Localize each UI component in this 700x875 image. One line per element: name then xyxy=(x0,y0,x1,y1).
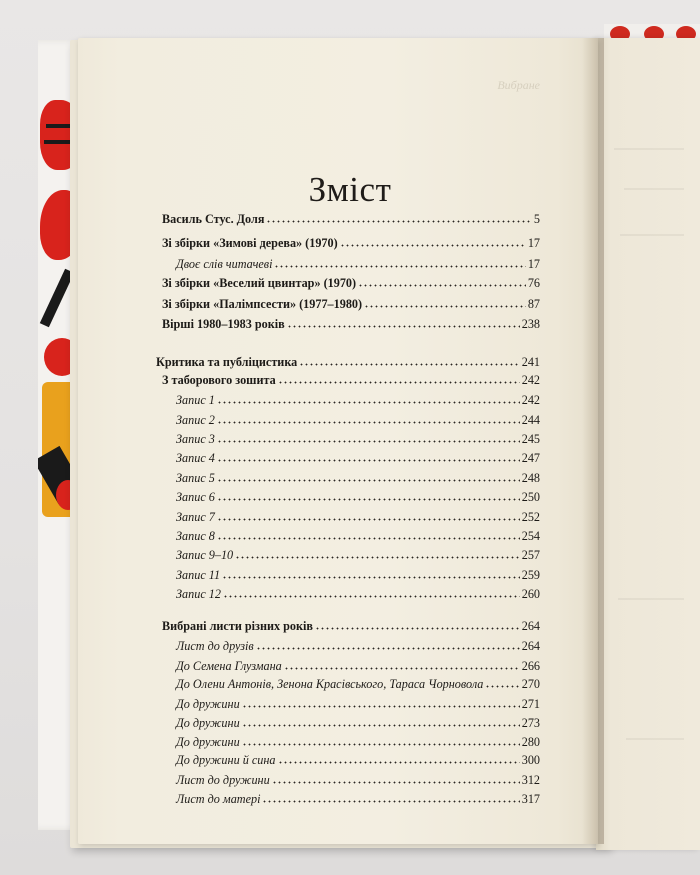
toc-entry-page-number: 266 xyxy=(521,659,540,673)
toc-entry-title: До дружини xyxy=(176,735,240,749)
toc-entry xyxy=(176,791,540,807)
dot-leader xyxy=(217,470,520,482)
toc-entry xyxy=(176,567,540,583)
toc-entry xyxy=(176,547,540,563)
dot-leader xyxy=(358,275,526,287)
toc-entry-page-number: 87 xyxy=(527,297,540,311)
toc-entry xyxy=(176,696,540,712)
toc-entry-page-number: 242 xyxy=(521,393,540,407)
toc-entry-title: Василь Стус. Доля xyxy=(162,212,265,226)
toc-entry-title: Запис 11 xyxy=(176,568,221,582)
toc-entry-title: Запис 7 xyxy=(176,510,215,524)
toc-entry-page-number: 254 xyxy=(521,529,540,543)
toc-entry-title: Двоє слів читачеві xyxy=(176,257,273,271)
dot-leader xyxy=(485,676,519,688)
toc-entry-page-number: 242 xyxy=(521,373,540,387)
toc-entry xyxy=(162,372,540,388)
toc-entry-title: До Семена Глузмана xyxy=(176,659,282,673)
toc-entry-page-number: 17 xyxy=(527,257,540,271)
toc-entry xyxy=(162,211,540,227)
bleed-through-line xyxy=(618,598,684,600)
ghost-running-head xyxy=(150,78,540,92)
toc-entry-page-number: 273 xyxy=(521,716,540,730)
toc-entry xyxy=(176,586,540,602)
toc-entry-page-number: 264 xyxy=(521,619,540,633)
toc-entry-title: До дружини й сина xyxy=(176,753,276,767)
toc-entry-title: Запис 4 xyxy=(176,451,215,465)
dot-leader xyxy=(217,509,520,521)
toc-entry-title: До дружини xyxy=(176,716,240,730)
toc-entry-page-number: 312 xyxy=(521,773,540,787)
toc-entry-page-number: 248 xyxy=(521,471,540,485)
dot-leader xyxy=(274,256,525,268)
toc-entry-page-number: 244 xyxy=(521,413,540,427)
toc-entry xyxy=(176,528,540,544)
toc-entry-title: Вибрані листи різних років xyxy=(162,619,314,633)
toc-entry-title: Лист до матері xyxy=(176,792,261,806)
dot-leader xyxy=(266,211,531,223)
toc-entry-page-number: 247 xyxy=(521,451,540,465)
toc-entry xyxy=(162,235,540,251)
dot-leader xyxy=(217,528,520,540)
dot-leader xyxy=(217,431,520,443)
toc-entry-title: З таборового зошита xyxy=(162,373,276,387)
toc-entry-title: Запис 5 xyxy=(176,471,215,485)
toc-entry xyxy=(176,489,540,505)
dot-leader xyxy=(256,638,520,650)
dot-leader xyxy=(217,392,520,404)
page-gutter-shadow xyxy=(582,38,604,844)
toc-entry xyxy=(162,296,540,312)
toc-entry-title: Вірші 1980–1983 років xyxy=(162,317,285,331)
toc-entry-page-number: 241 xyxy=(521,355,540,369)
toc-entry xyxy=(156,354,540,370)
toc-entry xyxy=(162,618,540,634)
toc-entry-title: Зі збірки «Зимові дерева» (1970) xyxy=(162,236,338,250)
toc-entry-title: Запис 2 xyxy=(176,413,215,427)
toc-entry-page-number: 259 xyxy=(521,568,540,582)
toc-entry-page-number: 271 xyxy=(521,697,540,711)
toc-entry-page-number: 260 xyxy=(521,587,540,601)
dot-leader xyxy=(242,696,520,708)
page-title: Зміст xyxy=(308,170,392,209)
toc-entry xyxy=(176,392,540,408)
bleed-through-line xyxy=(626,738,684,740)
toc-entry xyxy=(176,752,540,768)
toc-entry xyxy=(162,275,540,291)
toc-entry-title: Запис 12 xyxy=(176,587,221,601)
toc-entry-page-number: 280 xyxy=(521,735,540,749)
dot-leader xyxy=(262,791,519,803)
toc-entry-page-number: 17 xyxy=(527,236,540,250)
toc-entry-page-number: 257 xyxy=(521,548,540,562)
toc-entry-page-number: 245 xyxy=(521,432,540,446)
toc-entry xyxy=(176,509,540,525)
dot-leader xyxy=(217,412,520,424)
toc-entry xyxy=(176,772,540,788)
toc-entry-title: Запис 9–10 xyxy=(176,548,234,562)
toc-entry-page-number: 238 xyxy=(521,317,540,331)
toc-entry xyxy=(176,450,540,466)
dot-leader xyxy=(217,489,520,501)
toc-entry-page-number: 270 xyxy=(521,677,540,691)
toc-entry xyxy=(176,676,540,692)
dot-leader xyxy=(340,235,526,247)
toc-entry-page-number: 5 xyxy=(533,212,540,226)
toc-entry xyxy=(176,638,540,654)
toc-entry-page-number: 76 xyxy=(527,276,540,290)
toc-entry-title: Запис 1 xyxy=(176,393,215,407)
toc-entry-title: До Олени Антонів, Зенона Красівського, Тараса Чорновола xyxy=(176,677,484,691)
dot-leader xyxy=(315,618,520,630)
toc-entry-title: Запис 8 xyxy=(176,529,215,543)
toc-entry xyxy=(162,316,540,332)
ghost-running-head-text: Вибране xyxy=(497,78,540,92)
dot-leader xyxy=(222,567,520,579)
toc-entry xyxy=(176,715,540,731)
toc-entry-page-number: 264 xyxy=(521,639,540,653)
toc-entry-page-number: 317 xyxy=(521,792,540,806)
toc-entry xyxy=(176,256,540,272)
dot-leader xyxy=(284,658,520,670)
dot-leader xyxy=(287,316,520,328)
toc-entry-title: Зі збірки «Веселий цвинтар» (1970) xyxy=(162,276,357,290)
toc-entry xyxy=(176,431,540,447)
bleed-through-line xyxy=(620,234,684,236)
toc-entry-title: Запис 3 xyxy=(176,432,215,446)
toc-entry-title: До дружини xyxy=(176,697,240,711)
toc-entry-title: Лист до дружини xyxy=(176,773,270,787)
toc-entry-title: Лист до друзів xyxy=(176,639,254,653)
toc-entry-title: Зі збірки «Палімпсести» (1977–1980) xyxy=(162,297,363,311)
toc-entry-title: Критика та публіцистика xyxy=(156,355,298,369)
dot-leader xyxy=(278,372,520,384)
toc-entry xyxy=(176,412,540,428)
dot-leader xyxy=(364,296,526,308)
dot-leader xyxy=(242,715,520,727)
toc-entry-page-number: 250 xyxy=(521,490,540,504)
toc-entry xyxy=(176,658,540,674)
toc-entry-page-number: 252 xyxy=(521,510,540,524)
dot-leader xyxy=(299,354,519,366)
dot-leader xyxy=(272,772,520,784)
toc-entry xyxy=(176,470,540,486)
right-page xyxy=(596,38,700,850)
dot-leader xyxy=(278,752,520,764)
dot-leader xyxy=(223,586,520,598)
toc-entry-title: Запис 6 xyxy=(176,490,215,504)
bleed-through-line xyxy=(614,148,684,150)
dot-leader xyxy=(235,547,520,559)
toc-entry xyxy=(176,734,540,750)
toc-entry-page-number: 300 xyxy=(521,753,540,767)
dot-leader xyxy=(242,734,520,746)
dot-leader xyxy=(217,450,520,462)
